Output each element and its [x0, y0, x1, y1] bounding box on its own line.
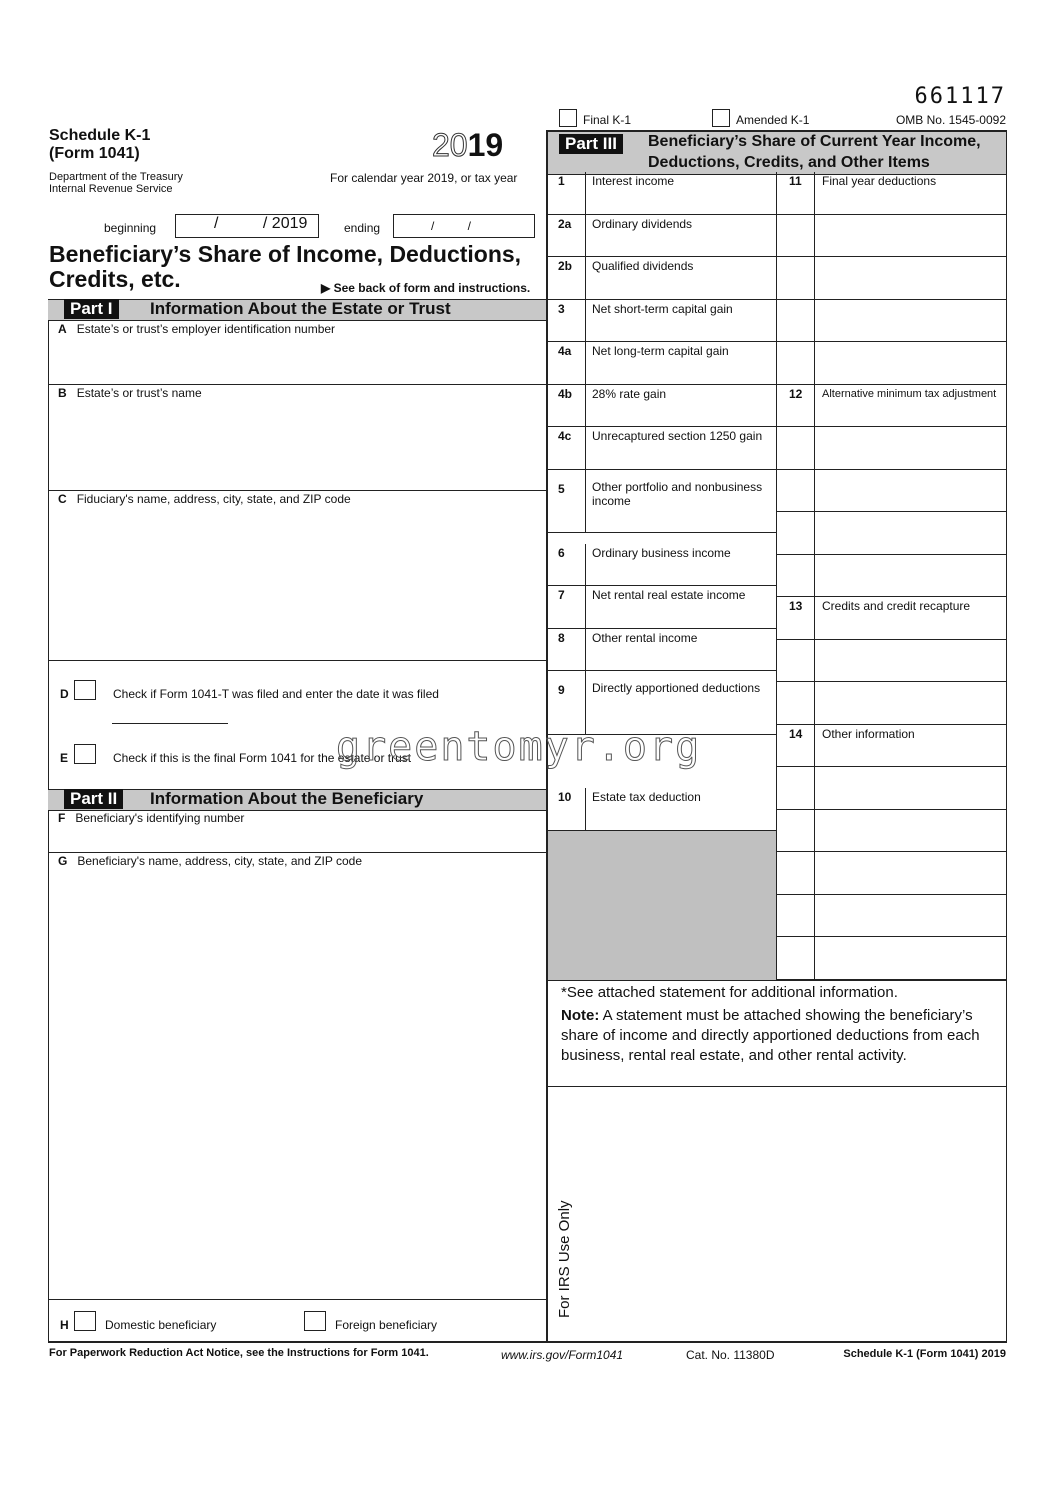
field-f-label: Beneficiary's identifying number — [75, 811, 245, 825]
line-1-number-divider — [585, 172, 586, 215]
line-2b-row[interactable] — [548, 257, 776, 300]
final-k1-checkbox[interactable] — [559, 109, 577, 127]
line-4a-number-divider — [585, 342, 586, 385]
divider-f — [48, 852, 546, 853]
department-label — [49, 171, 183, 195]
line-2b-number-divider — [585, 257, 586, 300]
right-row-number-divider — [814, 470, 815, 513]
right-row-number-divider — [814, 937, 815, 980]
line-4c-number: 4c — [558, 429, 572, 443]
field-g-letter: G — [58, 854, 68, 868]
right-row-number-divider — [814, 257, 815, 300]
right-entry-row[interactable] — [777, 895, 1006, 938]
tax-year — [432, 127, 503, 163]
divider-g — [48, 1299, 546, 1300]
line-12-number: 12 — [789, 386, 803, 401]
line-2a-number-divider — [585, 215, 586, 258]
note-bold: Note: — [561, 1007, 600, 1024]
foreign-beneficiary-checkbox[interactable] — [304, 1311, 326, 1331]
divider-a — [48, 384, 546, 385]
tax-year-outline: 20 — [432, 127, 468, 163]
catalog-number: Cat. No. 11380D — [686, 1348, 775, 1362]
right-entry-row[interactable] — [777, 512, 1006, 555]
line-1-row[interactable] — [548, 172, 776, 215]
right-row-number-divider — [814, 640, 815, 683]
field-e-letter: E — [60, 751, 69, 765]
right-row-number-divider — [814, 427, 815, 470]
field-c[interactable] — [58, 492, 351, 506]
right-entry-row[interactable] — [777, 937, 1006, 980]
part3-title-line-2: Deductions, Credits, and Other Items — [648, 154, 930, 171]
line-5-number: 5 — [558, 481, 565, 496]
line-13-number: 13 — [789, 599, 803, 613]
line-4b-number: 4b — [558, 386, 573, 401]
line-14-label: Other information — [822, 726, 915, 741]
foreign-beneficiary-label: Foreign beneficiary — [335, 1318, 438, 1332]
attached-statement-note: *See attached statement for additional information. — [561, 984, 898, 1001]
field-h-letter: H — [60, 1318, 69, 1332]
ending-label: ending — [344, 221, 381, 235]
right-row-number-divider — [814, 725, 815, 768]
right-row-number-divider — [814, 300, 815, 343]
line-14-number: 14 — [789, 726, 803, 741]
right-row-number-divider — [814, 810, 815, 853]
part3-label: Part III — [559, 134, 623, 154]
form-barcode-number: 661117 — [914, 84, 1006, 109]
line-7-label: Net rental real estate income — [592, 588, 746, 603]
right-entry-row[interactable] — [777, 810, 1006, 853]
tax-year-bold: 19 — [467, 127, 504, 163]
line-4b-number-divider — [585, 385, 586, 428]
line-4c-label: Unrecaptured section 1250 gain — [592, 429, 763, 443]
schedule-title — [49, 127, 150, 163]
part3-title — [648, 131, 981, 173]
beginning-date-value: / / 2019 — [214, 215, 308, 232]
note-divider — [548, 1086, 1006, 1087]
part2-label: Part II — [64, 789, 123, 809]
right-entry-row[interactable] — [777, 172, 1006, 215]
amended-k1-checkbox[interactable] — [712, 109, 730, 127]
form-title-line-2: Credits, etc. — [49, 266, 181, 292]
line-11-number: 11 — [789, 174, 802, 188]
line-10-number-divider — [585, 788, 586, 831]
note-text: A statement must be attached showing the beneficiary’s share of income and directly apportioned deductions from each business, rental real estate, and other rental activity. — [561, 1007, 980, 1064]
ending-date-value: / / — [431, 219, 472, 233]
part3-right-border — [1006, 130, 1007, 1342]
schedule-line-2: (Form 1041) — [49, 145, 140, 162]
paperwork-notice: For Paperwork Reduction Act Notice, see the Instructions for Form 1041. — [49, 1347, 429, 1359]
domestic-beneficiary-checkbox[interactable] — [74, 1311, 96, 1331]
right-entry-row[interactable] — [777, 470, 1006, 513]
form-1041t-checkbox[interactable] — [74, 680, 96, 700]
part2-title: Information About the Beneficiary — [150, 789, 424, 808]
right-row-number-divider — [814, 342, 815, 385]
domestic-beneficiary-label: Domestic beneficiary — [105, 1318, 217, 1332]
line-4a-label: Net long-term capital gain — [592, 344, 729, 358]
line-6-label: Ordinary business income — [592, 545, 731, 560]
right-row-number-divider — [814, 555, 815, 598]
field-f-letter: F — [58, 811, 66, 825]
watermark-text: greentomyr.org — [336, 724, 702, 770]
line-10-number: 10 — [558, 790, 572, 805]
field-b-letter: B — [58, 386, 67, 400]
line-5-label: Other portfolio and nonbusiness income — [592, 479, 763, 508]
omb-number: OMB No. 1545-0092 — [895, 113, 1006, 127]
part1-label: Part I — [64, 299, 119, 319]
field-g-label: Beneficiary's name, address, city, state, and ZIP code — [77, 854, 363, 868]
part3-shaded-area — [548, 831, 776, 980]
right-row-number-divider — [814, 682, 815, 725]
field-d-label: Check if Form 1041-T was filed and enter the date it was filed — [113, 687, 439, 701]
right-entry-row[interactable] — [777, 385, 1006, 428]
field-c-label: Fiduciary's name, address, city, state, and ZIP code — [76, 492, 351, 506]
right-row-number-divider — [814, 852, 815, 895]
field-c-letter: C — [58, 492, 67, 506]
line-2b-label: Qualified dividends — [592, 259, 694, 273]
divider-b — [48, 490, 546, 491]
final-k1-label: Final K-1 — [583, 113, 632, 127]
left-column-border-left — [48, 299, 49, 1342]
line-6-row[interactable] — [548, 544, 776, 587]
line-7-row[interactable] — [548, 586, 776, 629]
part3-title-line-1: Beneficiary’s Share of Current Year Income, — [648, 133, 981, 150]
line-7-number: 7 — [558, 588, 565, 603]
form-bottom-border — [48, 1341, 1007, 1343]
right-entry-row[interactable] — [777, 640, 1006, 683]
right-entry-row[interactable] — [777, 427, 1006, 470]
irs-form-url[interactable]: www.irs.gov/Form1041 — [501, 1348, 624, 1362]
right-row-number-divider — [814, 597, 815, 640]
footer-form-id: Schedule K-1 (Form 1041) 2019 — [843, 1348, 1006, 1360]
line-10-row[interactable] — [548, 788, 776, 831]
divider-c — [48, 660, 546, 661]
line-2a-label: Ordinary dividends — [592, 216, 693, 231]
line-1-number: 1 — [558, 174, 565, 188]
line-3-label: Net short-term capital gain — [592, 301, 733, 316]
field-b[interactable] — [58, 386, 202, 400]
line-2b-number: 2b — [558, 259, 573, 273]
right-row-number-divider — [814, 172, 815, 215]
line-8-label: Other rental income — [592, 630, 698, 645]
line-3-number: 3 — [558, 301, 565, 316]
field-a[interactable] — [58, 322, 335, 336]
field-d-letter: D — [60, 687, 69, 701]
line-4b-row[interactable] — [548, 385, 776, 428]
line-8-row[interactable] — [548, 629, 776, 672]
part1-title: Information About the Estate or Trust — [150, 299, 451, 318]
right-entry-row[interactable] — [777, 257, 1006, 300]
form-title-line-1: Beneficiary’s Share of Income, Deductions, — [49, 241, 522, 267]
department-line-1: Department of the Treasury — [49, 171, 183, 183]
right-entry-row[interactable] — [777, 597, 1006, 640]
final-1041-checkbox[interactable] — [74, 744, 96, 764]
line-5-number-divider — [585, 470, 586, 534]
right-row-number-divider — [814, 895, 815, 938]
field-a-label: Estate’s or trust’s employer identification number — [76, 322, 336, 336]
part3-lines-bottom — [548, 980, 1006, 981]
line-3-number-divider — [585, 300, 586, 343]
line-4c-number-divider — [585, 427, 586, 470]
line-1-label: Interest income — [592, 174, 675, 188]
field-g[interactable] — [58, 854, 362, 868]
line-4b-label: 28% rate gain — [592, 386, 667, 401]
right-row-number-divider — [814, 385, 815, 428]
line-2a-row[interactable] — [548, 215, 776, 258]
statement-note — [561, 1006, 991, 1066]
right-entry-row[interactable] — [777, 342, 1006, 385]
line-9-label: Directly apportioned deductions — [592, 681, 761, 696]
line-10-label: Estate tax deduction — [592, 790, 701, 805]
right-row-number-divider — [814, 215, 815, 258]
see-back-instructions: ▶ See back of form and instructions. — [321, 281, 531, 295]
line-9-number: 9 — [558, 683, 565, 698]
date-filed-line[interactable] — [112, 723, 228, 724]
field-f[interactable] — [58, 811, 244, 825]
line-3-row[interactable] — [548, 300, 776, 343]
right-entry-row[interactable] — [777, 767, 1006, 810]
right-row-number-divider — [814, 767, 815, 810]
line-12-label: Alternative minimum tax adjustment — [822, 387, 997, 400]
line-8-number-divider — [585, 629, 586, 672]
irs-use-only-label: For IRS Use Only — [556, 1200, 573, 1318]
line-11-label: Final year deductions — [822, 174, 937, 188]
line-4a-number: 4a — [558, 344, 572, 358]
amended-k1-label: Amended K-1 — [736, 113, 810, 127]
right-entry-row[interactable] — [777, 215, 1006, 258]
line-7-number-divider — [585, 586, 586, 629]
right-entry-row[interactable] — [777, 555, 1006, 598]
beginning-label: beginning — [104, 221, 157, 235]
line-8-number: 8 — [558, 630, 565, 645]
line-5-row[interactable] — [548, 470, 776, 534]
department-line-2: Internal Revenue Service — [49, 183, 173, 195]
line-6-number-divider — [585, 544, 586, 587]
line-6-number: 6 — [558, 545, 565, 560]
right-entry-row[interactable] — [777, 852, 1006, 895]
line-2a-number: 2a — [558, 216, 572, 231]
schedule-line-1: Schedule K-1 — [49, 127, 151, 144]
field-b-label: Estate’s or trust’s name — [76, 386, 202, 400]
right-row-number-divider — [814, 512, 815, 555]
line-4c-row[interactable] — [548, 427, 776, 470]
calendar-year-text: For calendar year 2019, or tax year — [330, 171, 518, 185]
line-13-label: Credits and credit recapture — [822, 599, 971, 613]
line-4a-row[interactable] — [548, 342, 776, 385]
field-a-letter: A — [58, 322, 67, 336]
field-e-label: Check if this is the final Form 1041 for the estate or trust — [113, 751, 412, 765]
right-entry-row[interactable] — [777, 682, 1006, 725]
right-entry-row[interactable] — [777, 300, 1006, 343]
right-entry-row[interactable] — [777, 725, 1006, 768]
